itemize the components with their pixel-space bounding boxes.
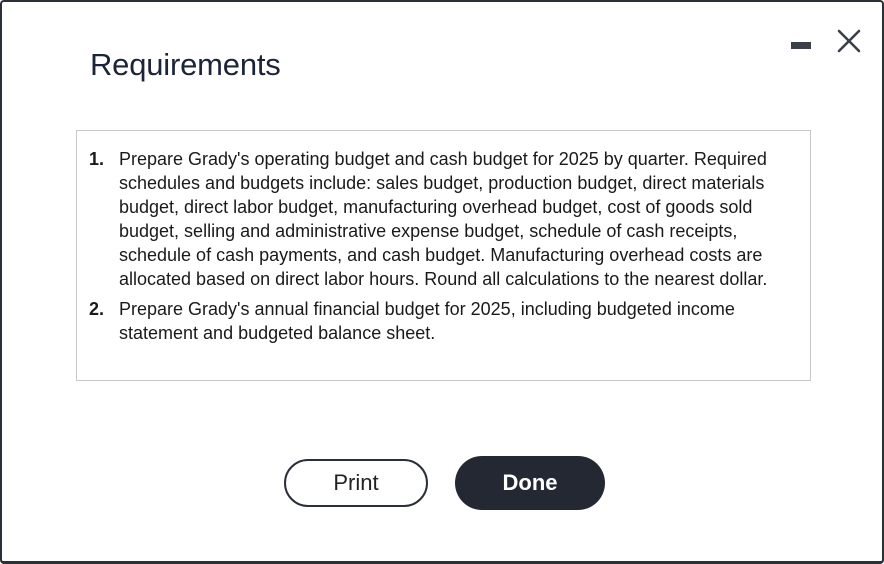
requirements-box bbox=[76, 130, 811, 381]
close-button[interactable] bbox=[834, 26, 864, 56]
done-button[interactable]: Done bbox=[455, 456, 605, 510]
requirement-item bbox=[89, 147, 790, 291]
minimize-icon bbox=[791, 42, 811, 49]
requirement-text: Prepare Grady's annual financial budget for 2025, including budgeted income statement and budgeted balance sheet. bbox=[119, 299, 735, 343]
requirement-text: Prepare Grady's operating budget and cash budget for 2025 by quarter. Required schedules and budgets include: sales budget, production budget, direct materials budget, direct labor budget, manufacturing overhead budget, cost of goods sold budget, selling and administrative expense budget, schedule of cash receipts, schedule of cash payments, and cash budget. Manufacturing overhead costs are allocated based on direct labor hours. Round all calculations to the nearest dollar. bbox=[119, 149, 768, 289]
dialog-title: Requirements bbox=[90, 47, 281, 82]
close-icon bbox=[834, 26, 864, 56]
requirement-item bbox=[89, 297, 790, 345]
print-button[interactable]: Print bbox=[284, 459, 428, 507]
minimize-button[interactable] bbox=[786, 32, 816, 58]
requirement-number: 1. bbox=[89, 149, 105, 169]
requirements-list bbox=[89, 147, 790, 345]
requirement-number: 2. bbox=[89, 299, 105, 319]
